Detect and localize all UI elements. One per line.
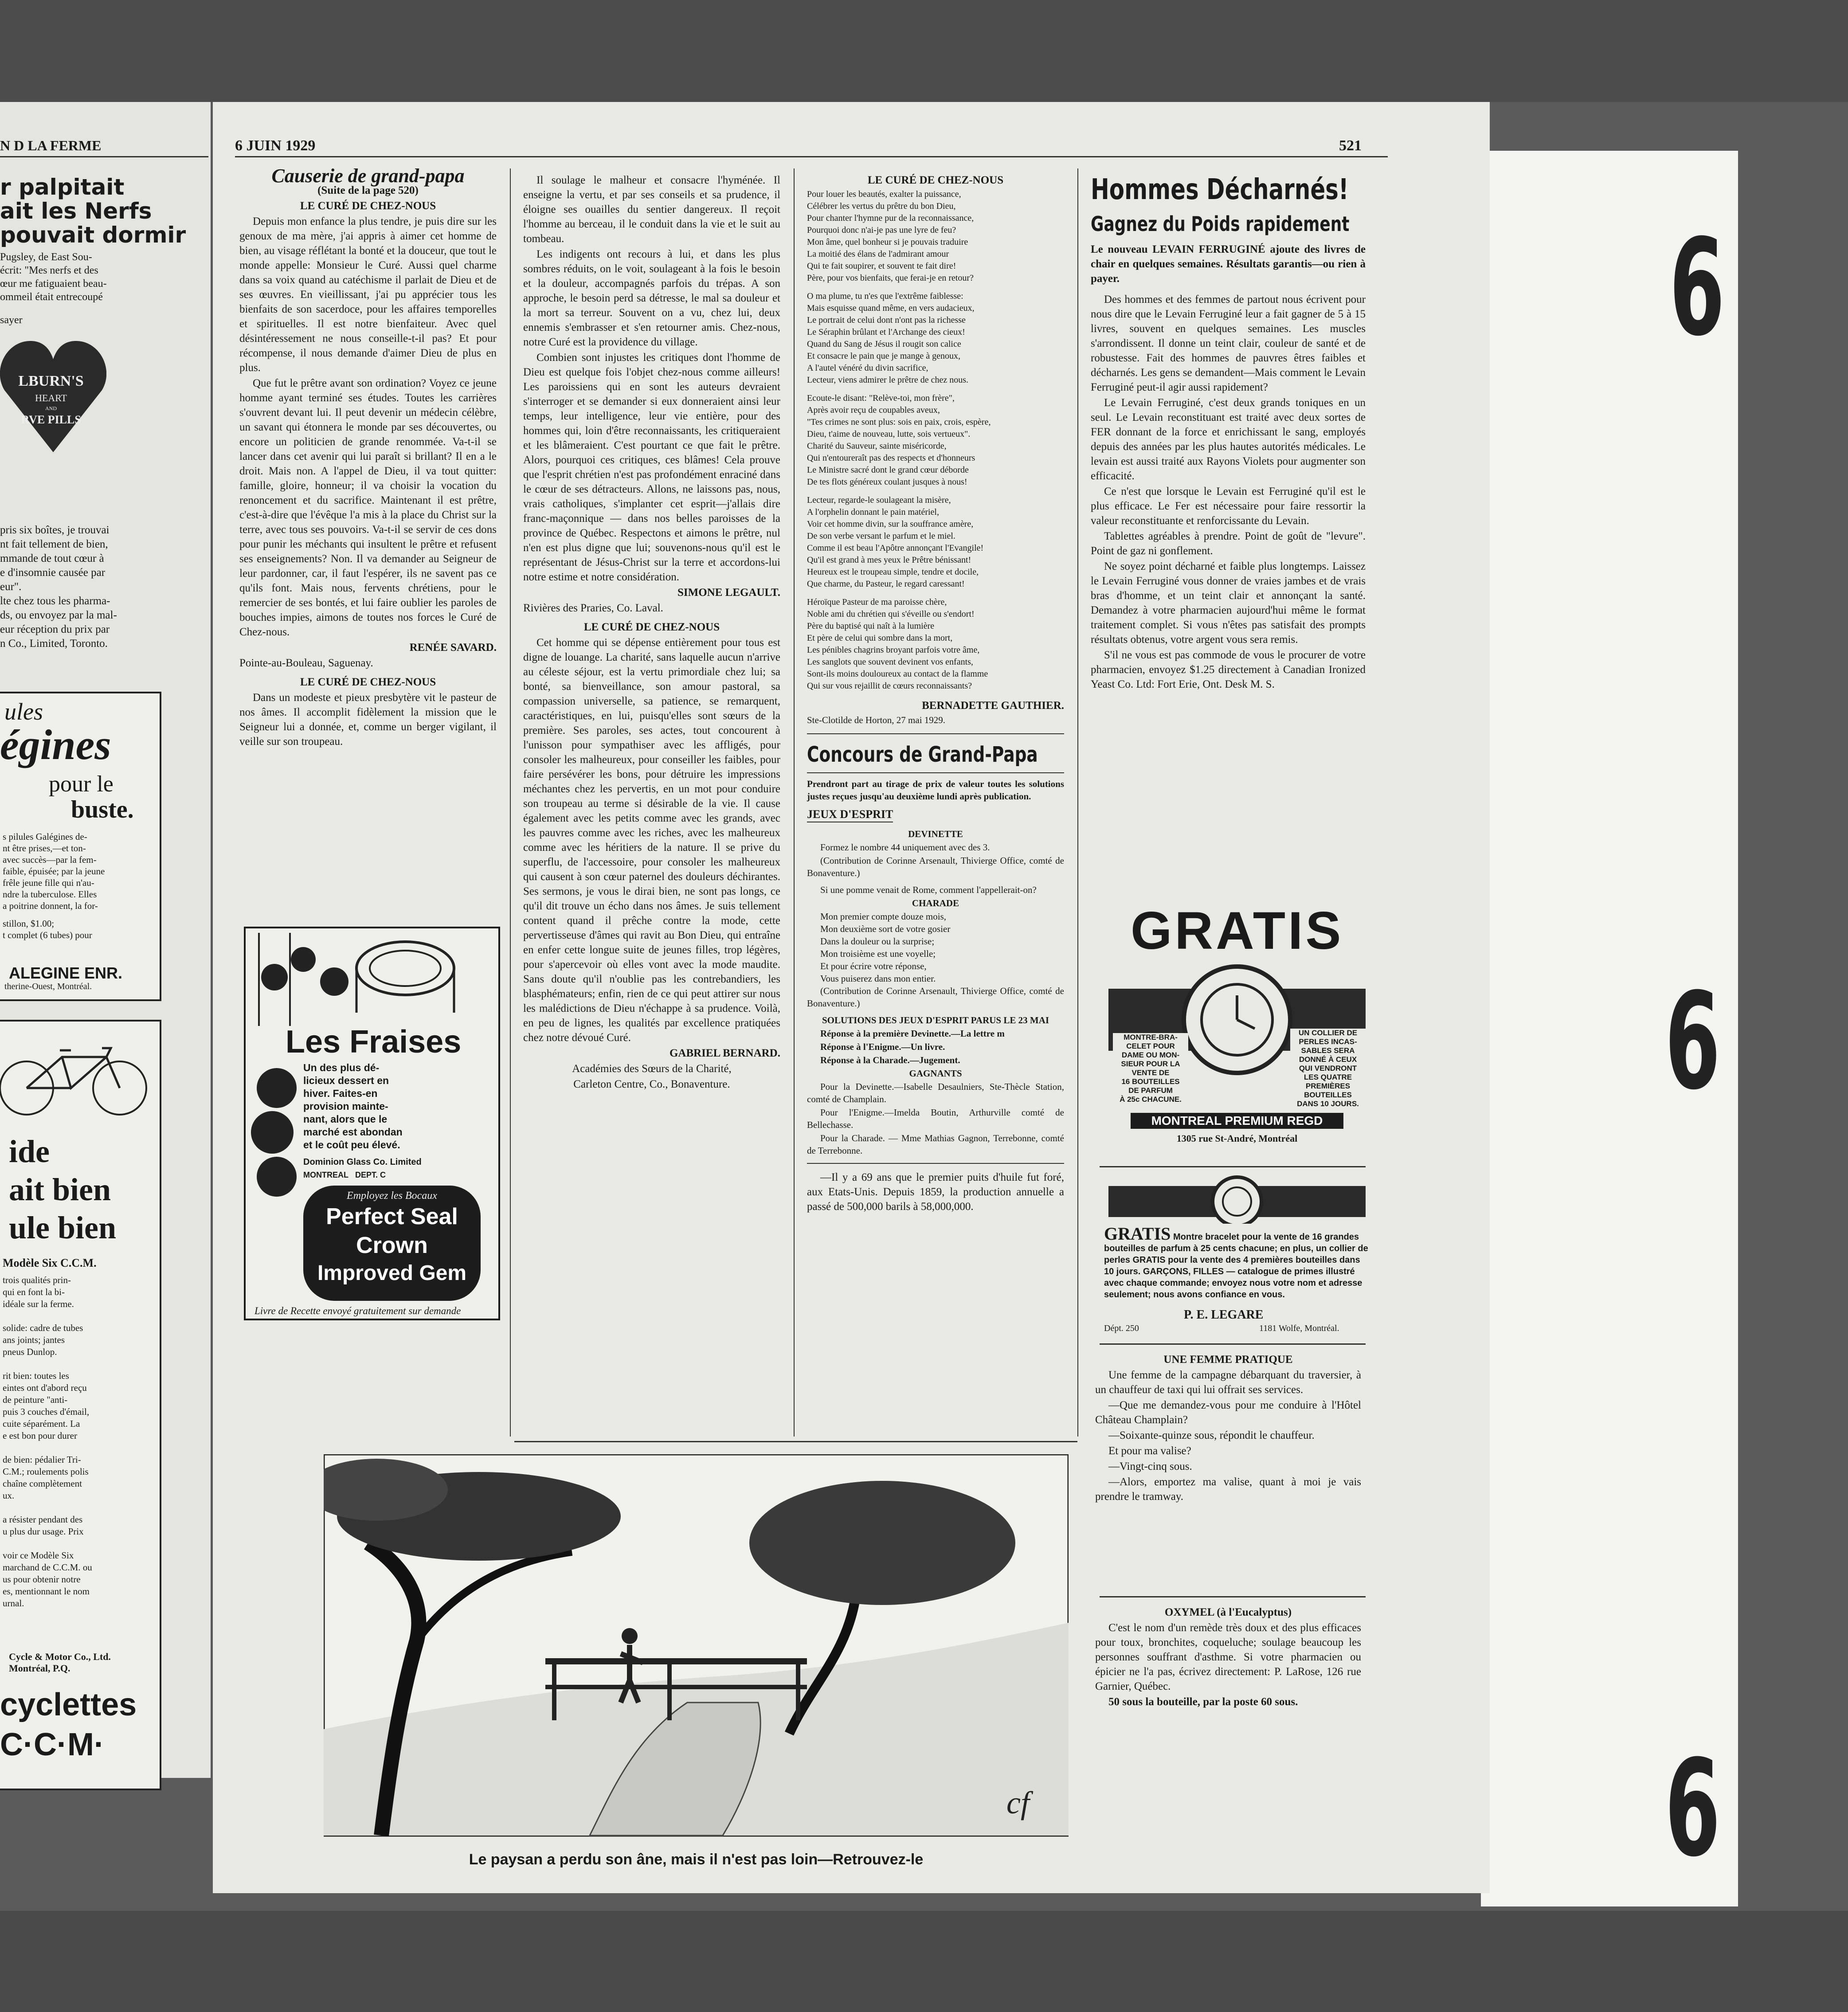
signature: SIMONE LEGAULT. (677, 587, 780, 599)
section-heading: OXYMEL (à l'Eucalyptus) (1164, 1606, 1292, 1618)
poem-line: O ma plume, tu n'es que l'extrême faiblesse: (807, 291, 963, 301)
ccm-text-line: eintes ont d'abord reçu (3, 1382, 87, 1393)
gagnant: Pour l'Enigme.—Imelda Boutin, Arthurville comté de Bellechasse. (807, 1107, 1064, 1130)
svg-text:HEART: HEART (35, 392, 67, 403)
poem-stanza (807, 596, 1064, 692)
section-heading: LE CURÉ DE CHEZ-NOUS (300, 676, 436, 688)
column-3 (807, 173, 1064, 1215)
left-word: sayer (0, 314, 23, 326)
section-heading: LE CURÉ DE CHEZ-NOUS (300, 200, 436, 212)
signature: GABRIEL BERNARD. (669, 1047, 780, 1059)
galegines-ad: ules égines pour le buste. s pilules Galégines de- nt être prises,—et ton- avec succès—par la fem- faible, épuisée; par la jeune frêle jeune fille qui n'au- ndre la tuberculose. Elles a poitrine donnent, la for- stillon, $1.00; t complet (6 tubes) pour ALEGINE ENR. therine-Ouest, Montréal. (0, 692, 161, 1001)
poem-line: De son verbe versant le parfum et le miel. (807, 531, 955, 541)
jar-label-box: Employez les Bocaux Perfect Seal Crown Improved Gem (303, 1186, 481, 1301)
poem-line: De tes flots généreux coulant jusques à nous! (807, 477, 967, 487)
fraises-ad (244, 927, 500, 1320)
svg-text:cf: cf (1006, 1785, 1030, 1820)
poem-line: Quand du Sang de Jésus il rougit son calice (807, 339, 961, 349)
paragraph: —Alors, emportez ma valise, quant à moi je vais prendre le tramway. (1095, 1476, 1361, 1503)
previous-page (0, 102, 211, 1778)
ccm-text-line: de bien: pédalier Tri- (3, 1454, 81, 1465)
film-border-bottom (0, 1911, 1848, 2012)
section-heading: LE CURÉ DE CHEZ-NOUS (583, 621, 720, 633)
paragraph: Cet homme qui se dépense entièrement pour tous est digne de louange. La charité, sans laquelle aucun n'arrive au céleste séjour, est la vertu primordiale chez lui; sa bonté, sa bienveillance, son amour pastoral, sa compassion universelle, sa patience, se remarquent, caractéristiques, en lui, puisqu'elles sont sœurs de la première. Ses paroles, ses actes, tout concourent à l'unisson pour sympathiser avec les affligés, pour consoler les malheureux, pour conseiller les faibles, pour faire persévérer les bons, pour détruire les impressions méchantes chez les pervertis, en un mot pour conduire son troupeau au terme si désirable de la vie. Il cause également avec les petits comme avec les grands, avec les pauvres comme avec les riches, avec les malheureux comme avec les héritiers de la nature. Il se prive du superflu, de l'accessoire, pour consoler les malheureux qui causent à son cœur paternel des douleurs déchirantes. Ses sermons, je vous le dirai bien, ne sont pas longs, ce qu'il dit trouve un écho dans nos âmes. Je suis tellement content quand il prêche contre la mode, cette pervertisseuse d'âmes qui ravit au Bon Dieu, qui entraîne en enfer cette longue suite de jeunes filles, trop légères, pour s'apercevoir où elles vont avec la mode maudite. Sans doute qu'il n'oublie pas les contrebandiers, les blasphémateurs; enfin, rien de ce qui peut attirer sur nous les malédictions de Dieu n'échappe à sa prudence. Voilà, en peu de lignes, les qualités par excellence pratiquées chez notre dévoué Curé. (523, 637, 780, 1044)
poem-line: Dieu, t'aime de nouveau, lutte, sois vertueux". (807, 429, 971, 439)
ad-subheadline: Gagnez du Poids rapidement (1091, 212, 1350, 236)
paragraph: Le Levain Ferruginé, c'est deux grands toniques en un seul. Le Levain reconstituant est traité avec deux sortes de FER donnant de la force et enrichissant le sang, employés depuis des années par les plus hautes autorités médicales. Le levain est aussi traité aux Rayons Violets pour augmenter son efficacité. (1091, 397, 1366, 482)
ccm-text-line (3, 1502, 153, 1514)
ccm-text-line: e est bon pour durer (3, 1430, 77, 1441)
price-line: 50 sous la bouteille, par la poste 60 sous. (1108, 1696, 1298, 1708)
film-border-top (0, 0, 1848, 102)
devinette: Formez le nombre 44 uniquement avec des 3. (820, 842, 990, 853)
signature: BERNADETTE GAUTHIER. (922, 700, 1064, 712)
ccm-text-line: voir ce Modèle Six (3, 1550, 74, 1561)
poem-line: Noble ami du chrétien qui s'éveille ou s'endort! (807, 609, 975, 619)
poem-line: Le Ministre sacré dont le grand cœur déborde (807, 465, 969, 475)
svg-text:RVE PILLS: RVE PILLS (21, 413, 81, 426)
ccm-body-text (3, 1274, 153, 1609)
signature-place: Rivières des Praries, Co. Laval. (523, 602, 663, 614)
paragraph: Que fut le prêtre avant son ordination? Voyez ce jeune homme ayant terminé ses études. Toutes les carrières s'ouvrent devant lui. Il peut devenir un médecin célèbre, un savant qui étonnera le monde par ses découvertes, ou encore un politicien de grande renommée. Va-t-il se lancer dans cet avenir qui lui paraît si brillant? Il en a le droit. Mais non. A l'appel de Dieu, il va tout quitter: famille, gloire, honneur; il va choisir la vocation du renoncement et du sacrifice. Maintenant il est prêtre, c'est-à-dire que l'évêque l'a mis à la place du Christ sur la terre, avec tous ses pouvoirs. Va-t-il se servir de ces dons pour punir les méchants qui insultent le prêtre et refusent ses enseignements? Non. Il va demander au Seigneur de leur pardonner, car, il faut l'espérer, ils ne savent pas ce qu'ils font. Mais nous, fervents chrétiens, pour le remercier de ses bontés, et lui faire oublier les paroles de bouches impies, aimons de toutes nos forces le Curé de Chez-nous. (239, 377, 497, 638)
poem-line: Père du baptisé qui naît à la lumière (807, 621, 935, 631)
heart-logo (0, 333, 106, 457)
paragraph: —Que me demandez-vous pour me conduire à l'Hôtel Château Champlain? (1095, 1399, 1361, 1426)
poem-line: Mon âme, quel bonheur si je pouvais traduire (807, 237, 968, 247)
poem-line: Ecoute-le disant: "Relève-toi, mon frère", (807, 393, 955, 403)
page-date: 6 JUIN 1929 (235, 137, 316, 154)
paragraph: Une femme de la campagne débarquant du traversier, à un chauffeur de taxi qui lui offrait ses services. (1095, 1369, 1361, 1396)
poem-stanza (807, 494, 1064, 590)
poem-line: Qu'il est grand à mes yeux le Prêtre bénissant! (807, 555, 971, 565)
ccm-text-line: rit bien: toutes les (3, 1370, 69, 1381)
charade: Mon premier compte douze mois, Mon deuxième sort de votre gosier Dans la douleur ou la surprise; Mon troisième est une voyelle; Et pour écrire votre réponse, Vous puiserez dans mon entier. (820, 911, 951, 984)
frame-strip (1481, 151, 1738, 1906)
paragraph: Dans un modeste et pieux presbytère vit le pasteur de nos âmes. Il accomplit fidèlement la mission que le Seigneur lui a donnée, et, comme un berger vigilant, il veille sur son troupeau. (239, 692, 497, 748)
ccm-text-line: cuite séparément. La (3, 1418, 80, 1429)
enigme: Si une pomme venait de Rome, comment l'appellerait-on? (820, 885, 1037, 895)
poem-line: Pourquoi donc n'ai-je pas une lyre de feu? (807, 225, 956, 235)
solution: Réponse à la Charade.—Jugement. (820, 1055, 960, 1065)
poem-line: A l'autel vénéré du divin sacrifice, (807, 363, 928, 373)
bicycle-illustration (0, 1030, 151, 1123)
poem-line: Heureux est le troupeau simple, tendre et docile, (807, 567, 979, 577)
left-intro: Pugsley, de East Sou- écrit: "Mes nerfs et des œur me fatiguaient beau- ommeil était entrecoupé (0, 251, 107, 303)
ccm-text-line: marchand de C.C.M. ou (3, 1562, 92, 1573)
main-page (213, 102, 1490, 1893)
paragraph: Il soulage le malheur et consacre l'hyménée. Il enseigne la vertu, et par ses conseils et sa prudence, il éloigne ses ouailles du sentier dangereux. Il reçoit l'homme au berceau, il le conduit dans la vie et le suit au tombeau. (523, 174, 780, 245)
fraises-footer: Livre de Recette envoyé gratuitement sur demande (254, 1305, 461, 1316)
masthead-left: N D LA FERME (0, 137, 102, 153)
ccm-text-line: us pour obtenir notre (3, 1574, 81, 1585)
poem-line: Le Séraphin brûlant et l'Archange des cieux! (807, 327, 965, 337)
ccm-text-line: u plus dur usage. Prix (3, 1526, 84, 1537)
paragraph: Et pour ma valise? (1108, 1445, 1191, 1457)
gagnant: Pour la Charade. — Mme Mathias Gagnon, Terrebonne, comté de Terrebonne. (807, 1133, 1064, 1156)
fraises-text: Un des plus dé- licieux dessert en hiver. Faites-en provision mainte- nant, alors que le marché est abondan et le coût peu élevé. Dominion Glass Co. Limited MONTREAL DEPT. C (303, 1062, 422, 1179)
svg-text:AND: AND (45, 405, 57, 411)
left-headline: r palpitait ait les Nerfs pouvait dormir (0, 175, 186, 247)
ccm-text-line (3, 1310, 153, 1322)
poem-line: Les sanglots que souvent devinent vos enfants, (807, 657, 973, 667)
frame-mark: 6 (1665, 964, 1721, 1119)
ccm-text-line: de peinture "anti- (3, 1394, 68, 1405)
ccm-text-line: ux. (3, 1490, 15, 1501)
poem-line: Que charme, du Pasteur, le regard caressant! (807, 579, 965, 589)
poem-line: Pour chanter l'hymne pur de la reconnaissance, (807, 213, 974, 223)
illustration-caption: Le paysan a perdu son âne, mais il n'est pas loin—Retrouvez-le (469, 1851, 924, 1868)
paragraph: —Il y a 69 ans que le premier puits d'huile fut foré, aux Etats-Unis. Depuis 1859, la production annuelle a passé de 500,000 barils à 58,000,000. (807, 1171, 1064, 1213)
poem-line: A l'orphelin donnant le pain matériel, (807, 507, 939, 517)
left-body: pris six boîtes, je trouvai nt fait tellement de bien, mmande de tout cœur à e d'insomnie causée par eur". lte chez tous les pharma- ds, ou envoyez par la mal- eur réception du prix par n Co., Limited, Toronto. (0, 524, 117, 650)
column-4 (1091, 173, 1366, 693)
jar-illustration (246, 928, 498, 1026)
poem-line: Mais esquisse quand même, en vers audacieux, (807, 303, 975, 313)
gratis-watch-ad: GRATIS MONTRE-BRA- CELET POUR DAME OU MON- SIEUR POUR LA VENTE DE 16 BOUTEILLES DE PARFUM À 25c CHACUNE. UN COLLIER DE PERLES INCAS- SABLES SERA DONNÉ À CEUX QUI VENDRONT LES QUATRE PREMIÈRES BOUTEILLES DANS 10 JOURS. MONTREAL PREMIUM REGD 1305 rue St-André, Montréal (1104, 900, 1370, 1148)
ccm-text-line: chaîne complètement (3, 1478, 82, 1489)
poem-line: La moitié des élans de l'admirant amour (807, 249, 949, 259)
strawberry-icon (250, 1061, 303, 1203)
column-1 (239, 165, 497, 750)
poem-line: Comme il est beau l'Apôtre annonçant l'Evangile! (807, 543, 984, 553)
ccm-text-line: ans joints; jantes (3, 1335, 65, 1345)
ccm-text-line: trois qualités prin- (3, 1275, 71, 1285)
signature-place: Académies des Sœurs de la Charité, (572, 1063, 732, 1075)
solution: Réponse à l'Enigme.—Un livre. (820, 1041, 945, 1052)
paragraph: —Soixante-quinze sous, répondit le chauffeur. (1108, 1429, 1315, 1441)
paragraph: Ne soyez point décharné et faible plus longtemps. Laissez le Levain Ferruginé vous donner de vraies jambes et de vrais bras d'homme, et un teint clair et annonçant la santé. Demandez à votre pharmacien aujourd'hui même le format traitement complet. Si vous n'êtes pas satisfait des prompts résultats obtenus, votre argent vous sera remis. (1091, 560, 1366, 646)
poem-line: Célébrer les vertus du prêtre du bon Dieu, (807, 201, 956, 211)
frame-mark: 6 (1665, 1731, 1721, 1886)
poem-line: Les pénibles chagrins broyant parfois votre âme, (807, 645, 980, 655)
svg-text:LBURN'S: LBURN'S (18, 373, 84, 389)
jeux-heading: JEUX D'ESPRIT (807, 807, 893, 822)
concours-intro: Prendront part au tirage de prix de valeur toutes les solutions justes reçues jusqu'au deuxième lundi après publication. (807, 779, 1064, 802)
ccm-text-line: urnal. (3, 1598, 24, 1609)
bracelet-watch-illustration (1104, 1175, 1370, 1224)
paragraph: Ce n'est que lorsque le Levain est Ferruginé qu'il est le plus efficace. Le Fer est nécessaire pour faire ressortir la valeur reconstituante et renforcissante du Levain. (1091, 485, 1366, 527)
poem-line: "Tes crimes ne sont plus: sois en paix, crois, espère, (807, 417, 991, 427)
solution: Réponse à la première Devinette.—La lettre m (820, 1028, 1005, 1039)
oxymel-ad (1095, 1605, 1361, 1710)
ccm-text-line: pneus Dunlop. (3, 1347, 57, 1357)
frame-mark: 6 (1669, 211, 1725, 365)
paragraph: C'est le nom d'un remède très doux et des plus efficaces pour toux, bronchites, coqueluche; soulage beaucoup les personnes souffrant d'asthme. Si votre pharmacien ou épicier ne l'a pas, écrivez directement: P. LaRose, 126 rue Garnier, Québec. (1095, 1622, 1361, 1692)
ccm-text-line: C.M.; roulements polis (3, 1466, 89, 1477)
page-number: 521 (1339, 137, 1362, 154)
ccm-text-line: solide: cadre de tubes (3, 1323, 83, 1333)
paragraph: Tablettes agréables à prendre. Point de goût de "levure". Point de gaz ni gonflement. (1091, 530, 1366, 557)
poem-line: Pour louer les beautés, exalter la puissance, (807, 189, 961, 199)
ccm-text-line: a résister pendant des (3, 1514, 83, 1525)
poem-line: Lecteur, viens admirer le prêtre de chez nous. (807, 375, 969, 385)
poem-line: Lecteur, regarde-le soulageant la misère, (807, 495, 951, 505)
poem (807, 188, 1064, 692)
ad-lead: Le nouveau LEVAIN FERRUGINÉ ajoute des livres de chair en quelques semaines. Résultats garantis—ou rien à payer. (1091, 243, 1366, 285)
legare-ad: GRATIS Montre bracelet pour la vente de 16 grandes bouteilles de parfum à 25 cents chacune; en plus, un collier de perles GRATIS pour la vente des 4 premières bouteilles dans 10 jours. GARÇONS, FILLES — catalogue de primes illustré avec chaque commande; envoyez nous votre nom et adresse seulement; nous avons confiance en vous. P. E. LEGARE Dépt. 250 1181 Wolfe, Montréal. (1104, 1175, 1370, 1339)
paragraph: Les indigents ont recours à lui, et dans les plus sombres réduits, on le voit, soulageant à la fois le besoin et la douleur, accompagnés parfois du trépas. A son approche, le besoin perd sa détresse, le mal sa douleur et la mort sa terreur. Souvent on a vu, chez lui, deux ennemis s'embrasser et s'en retourner amis. Chez-nous, notre Curé est la providence du village. (523, 248, 780, 348)
column-2 (523, 173, 780, 1092)
poem-line: Qui n'entoureraît pas des respects et d'honneurs (807, 453, 975, 463)
ccm-text-line: idéale sur la ferme. (3, 1299, 74, 1309)
ccm-text-line (3, 1442, 153, 1454)
signature: RENÉE SAVARD. (409, 642, 497, 654)
section-heading: LE CURÉ DE CHEZ-NOUS (867, 174, 1004, 186)
solutions-heading: SOLUTIONS DES JEUX D'ESPRIT PARUS LE 23 MAI (822, 1015, 1049, 1026)
poem-line: Héroïque Pasteur de ma paroisse chère, (807, 597, 947, 607)
ccm-bicycle-ad: ide ait bien ule bien Modèle Six C.C.M. trois qualités prin- qui en font la bi- idéale sur la ferme. solide: cadre de tubes ans joints; jantes pneus Dunlop. rit bien: toutes les eintes ont d'abord reçu de peinture "anti- puis 3 couches d'émail, cuite séparément. La e est bon pour durer de bien: pédalier Tri- C.M.; roulements polis chaîne complètement ux. a résister pendant des u plus dur usage. Prix voir ce Modèle Six marchand de C.C.M. ou us pour obtenir notre es, mentionnant le nom urnal. Cycle & Motor Co., Ltd. Montréal, P.Q. cyclettes C·C·M· (0, 1020, 161, 1790)
causerie-title: Causerie de grand-papa (271, 165, 465, 187)
illustration (324, 1454, 1069, 1871)
ccm-text-line (3, 1538, 153, 1550)
ad-headline: Hommes Décharnés! (1091, 173, 1349, 206)
poem-line: Et consacre le pain que je mange à genoux, (807, 351, 960, 361)
gagnant: Pour la Devinette.—Isabelle Desaulniers, Ste-Thècle Station, comté de Champlain. (807, 1081, 1064, 1104)
causerie-subtitle: (Suite de la page 520) (317, 184, 419, 196)
signature-place: Pointe-au-Bouleau, Saguenay. (239, 657, 373, 669)
section-heading: UNE FEMME PRATIQUE (1163, 1354, 1293, 1366)
poem-line: Et père de celui qui sombre dans la mort, (807, 633, 953, 643)
poem-line: Le portrait de celui dont n'ont pas la richesse (807, 315, 966, 325)
femme-pratique (1095, 1352, 1361, 1505)
paragraph: Combien sont injustes les critiques dont l'homme de Dieu est quelque fois l'objet chez-nous comme ailleurs! Les paroissiens qui en sont les auteurs devraient s'interroger et se demander si eux donneraient ainsi leur temps, leur intelligence, leur vie entière, pour des hommes qui, loin d'être reconnaissants, les critiqueraient et les blâmeraient. C'est pourtant ce que fait le prêtre. Alors, pourquoi ces critiques, ces blâmes! Cela prouve que l'esprit chrétien n'est pas profondément enraciné dans le cœur de ses détracteurs. Allons, ne laissons pas, nous, vrais catholiques, s'implanter cet esprit—j'allais dire franc-maçonnique — dans nos belles paroisses de la province de Québec. Respectons et aimons le prêtre, nul n'en est plus digne que lui; souvenons-nous qu'il est le représentant de Jésus-Christ sur la terre et accordons-lui notre estime et notre considération. (523, 352, 780, 583)
devinette-heading: DEVINETTE (908, 829, 963, 839)
ccm-text-line: qui en font la bi- (3, 1287, 65, 1297)
concours-title: Concours de Grand-Papa (807, 742, 1038, 767)
poem-stanza (807, 290, 1064, 386)
poem-stanza (807, 392, 1064, 488)
poem-line: Voir cet homme divin, sur la souffrance amère, (807, 519, 974, 529)
gagnants-heading: GAGNANTS (909, 1068, 962, 1079)
poem-line: Sont-ils moins douloureux au contact de la flamme (807, 669, 988, 679)
devinette-credit: (Contribution de Corinne Arsenault, Thivierge Office, comté de Bonaventure.) (807, 855, 1064, 878)
poem-line: Qui sur vous rejaillit de cœurs reconnaissants? (807, 681, 972, 691)
charade-credit: (Contribution de Corinne Arsenault, Thivierge Office, comté de Bonaventure.) (807, 986, 1064, 1009)
poem-line: Après avoir reçu de coupables aveux, (807, 405, 940, 415)
poem-line: Qui te fait soupirer, et souvent te fait dire! (807, 261, 956, 271)
paragraph: Depuis mon enfance la plus tendre, je puis dire sur les genoux de ma mère, j'ai appris à aimer cet homme de bien, au visage réflétant la bonté et la douceur, que tout le monde appelle: Monsieur le Curé. Aussi quel charme dans sa voix quand au catéchisme il parlait de Dieu et de ses œuvres. En vieillissant, j'ai pu apprécier tous les bienfaits de son sacerdoce, pour les affaires temporelles et spirituelles. Il est notre bienfaiteur. Avec quel désintéressement ne nous conseille-t-il pas? Et pour récompense, il nous demande d'aimer Dieu de plus en plus. (239, 215, 497, 374)
fraises-title: Les Fraises (286, 1024, 462, 1060)
paragraph: —Vingt-cinq sous. (1108, 1460, 1192, 1472)
signature-place: Carleton Centre, Co., Bonaventure. (573, 1078, 730, 1090)
charade-heading: CHARADE (912, 898, 959, 908)
paragraph: S'il ne vous est pas commode de vous le procurer de votre pharmacien, envoyez $1.25 directement à Canadian Ironized Yeast Co. Ltd: Fort Erie, Ont. Desk M. S. (1091, 649, 1366, 690)
paragraph: Des hommes et des femmes de partout nous écrivent pour nous dire que le Levain Ferruginé leur a fait gagner de 5 à 15 livres, souvent en quelques semaines. Les muscles s'arrondissent. Il donne un teint clair, couleur de santé et de robustesse. Fait des hommes de pauvres êtres faibles et décharnés. Les gens se demandent—Mais comment le Levain Ferruginé peut-il agir aussi rapidement? (1091, 294, 1366, 393)
poem-line: Charité du Sauveur, sainte miséricorde, (807, 441, 947, 451)
ccm-text-line (3, 1358, 153, 1370)
poem-stanza (807, 188, 1064, 284)
poem-line: Père, pour vos bienfaits, que ferai-je en retour? (807, 273, 974, 283)
landscape-illustration (324, 1454, 1069, 1840)
ccm-text-line: puis 3 couches d'émail, (3, 1406, 90, 1417)
signature-place: Ste-Clotilde de Horton, 27 mai 1929. (807, 715, 946, 725)
ccm-text-line: es, mentionnant le nom (3, 1586, 90, 1597)
